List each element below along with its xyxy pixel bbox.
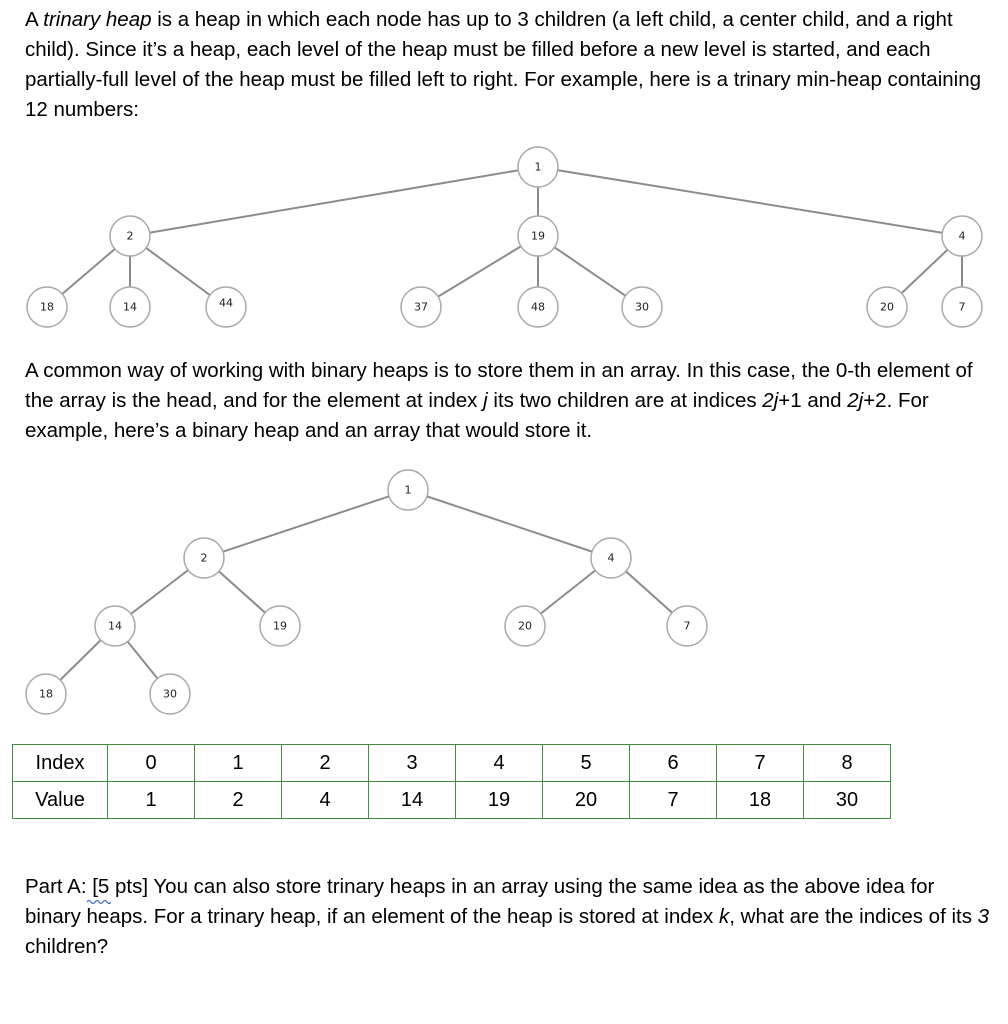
index-cell: 2 [282, 745, 369, 782]
binary-heap-paragraph: A common way of working with binary heaps is to store them in an array. In this case, the 0-th element of the array is the head, and for the element at index j its two children are at indices 2j+1 and 2j+2. For example, here’s a binary heap and an array that would store it. [25, 359, 973, 442]
tree-node [260, 606, 300, 646]
index-header: Index [13, 745, 108, 782]
tree-node [591, 538, 631, 578]
value-header: Value [13, 782, 108, 819]
svg-text:14: 14 [123, 300, 137, 314]
tree-node [206, 287, 246, 327]
tree-node [110, 216, 150, 256]
tree-node [184, 538, 224, 578]
svg-text:7: 7 [683, 619, 691, 633]
tree-node [518, 216, 558, 256]
svg-text:1: 1 [534, 160, 542, 174]
tree-node [622, 287, 662, 327]
tree-node [505, 606, 545, 646]
svg-text:4: 4 [958, 229, 966, 243]
index-cell: 6 [630, 745, 717, 782]
intro-term: trinary heap [43, 8, 152, 31]
tree-node [518, 287, 558, 327]
index-cell: 8 [804, 745, 891, 782]
svg-text:2: 2 [126, 229, 134, 243]
edge [204, 490, 408, 558]
svg-text:20: 20 [880, 300, 894, 314]
edge [130, 167, 538, 236]
svg-text:44: 44 [219, 296, 233, 310]
edge [408, 490, 611, 558]
tree-node [26, 674, 66, 714]
part-a-label-wrap [25, 875, 87, 898]
svg-text:7: 7 [958, 300, 966, 314]
binary-heap-diagram [0, 455, 1008, 740]
tree-node [388, 470, 428, 510]
tree-node [95, 606, 135, 646]
tree-node [942, 216, 982, 256]
svg-text:19: 19 [273, 619, 287, 633]
index-cell: 3 [369, 745, 456, 782]
tree-node [942, 287, 982, 327]
index-cell: 4 [456, 745, 543, 782]
tree-node [27, 287, 67, 327]
part-a-question: Part A: [5 pts] You can also store trinary heaps in an array using the same idea as the above idea for binary heaps. For a trinary heap, if an element of the heap is stored at index k, what are the indices of its 3 children? [25, 875, 990, 958]
svg-text:1: 1 [404, 483, 412, 497]
value-cell: 1 [108, 782, 195, 819]
svg-text:4: 4 [607, 551, 615, 565]
intro-paragraph: A trinary heap is a heap in which each node has up to 3 children (a left child, a center child, and a right child). Since it’s a heap, each level of the heap must be filled before a new level is started, and each partially-full level of the heap must be filled left to right. For example, here is a trinary min-heap containing 12 numbers: [25, 8, 982, 121]
value-cell: 7 [630, 782, 717, 819]
svg-text:48: 48 [531, 300, 545, 314]
index-cell: 1 [195, 745, 282, 782]
trinary-heap-diagram [0, 140, 1008, 340]
edge [538, 167, 962, 236]
svg-text:14: 14 [108, 619, 122, 633]
index-cell: 7 [717, 745, 804, 782]
svg-text:19: 19 [531, 229, 545, 243]
svg-text:30: 30 [163, 687, 177, 701]
value-row [13, 782, 891, 819]
value-cell: 2 [195, 782, 282, 819]
value-cell: 18 [717, 782, 804, 819]
tree-node [150, 674, 190, 714]
svg-text:37: 37 [414, 300, 428, 314]
tree-node [867, 287, 907, 327]
index-cell: 0 [108, 745, 195, 782]
index-row [13, 745, 891, 782]
tree-node [667, 606, 707, 646]
svg-text:18: 18 [39, 687, 53, 701]
spellcheck-squiggle-icon [87, 899, 111, 905]
svg-text:18: 18 [40, 300, 54, 314]
value-cell: 30 [804, 782, 891, 819]
svg-text:30: 30 [635, 300, 649, 314]
value-cell: 4 [282, 782, 369, 819]
svg-text:2: 2 [200, 551, 208, 565]
heap-array-table [12, 744, 891, 819]
tree-node [110, 287, 150, 327]
value-cell: 20 [543, 782, 630, 819]
part-a-label: Part A: [25, 875, 87, 898]
svg-text:20: 20 [518, 619, 532, 633]
tree-node [401, 287, 441, 327]
tree-node [518, 147, 558, 187]
value-cell: 14 [369, 782, 456, 819]
value-cell: 19 [456, 782, 543, 819]
index-cell: 5 [543, 745, 630, 782]
